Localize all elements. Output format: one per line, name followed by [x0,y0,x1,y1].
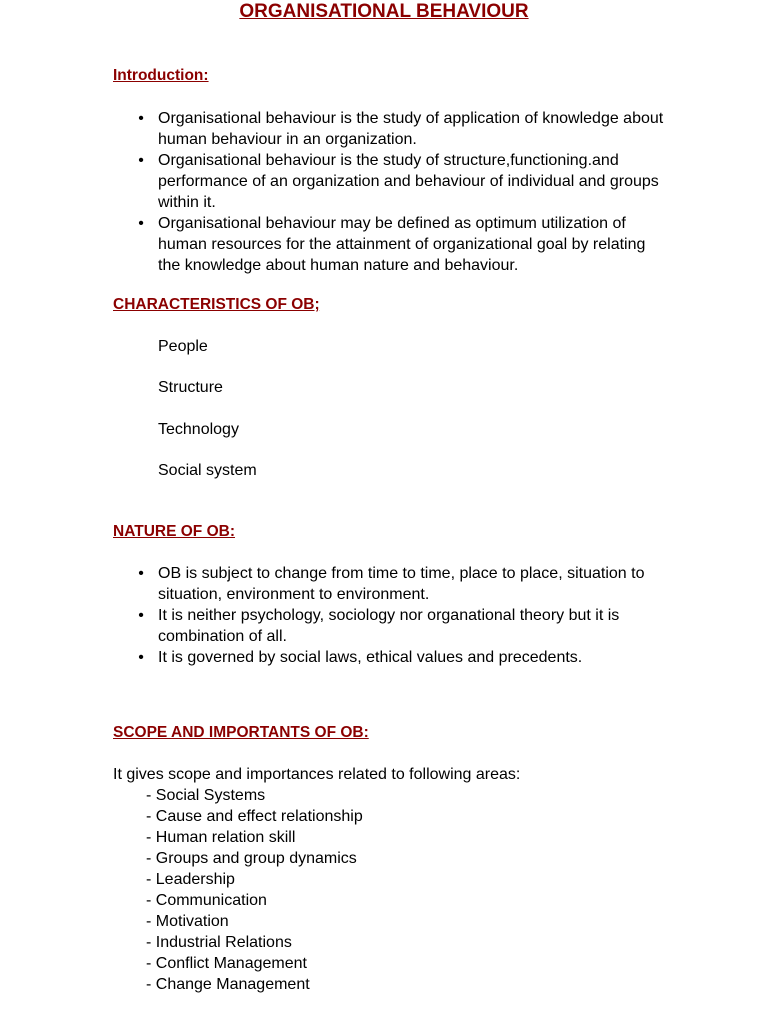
introduction-bullet [135,213,665,276]
nature-bullet [135,563,665,605]
characteristics-item: Technology [158,420,239,438]
bullet-icon: • [138,649,144,666]
scope-item: - Motivation [146,913,229,930]
nature-bullet-text: It is neither psychology, sociology nor organational theory but it is combination of all. [158,607,620,645]
scope-item: - Communication [146,892,267,909]
introduction-bullet-list [135,108,665,276]
characteristics-item: Structure [158,379,223,397]
scope-item: - Industrial Relations [146,934,292,951]
scope-item: - Conflict Management [146,955,307,972]
bullet-icon: • [138,110,144,127]
scope-item: - Leadership [146,871,235,888]
introduction-bullet-text: Organisational behaviour is the study of structure,functioning.and performance of an organization and behaviour of individual and groups within it. [158,152,659,211]
introduction-bullet-text: Organisational behaviour is the study of application of knowledge about human behaviour in an organization. [158,110,664,148]
bullet-icon: • [138,215,144,232]
scope-heading: SCOPE AND IMPORTANTS OF OB: [113,724,369,741]
characteristics-heading: CHARACTERISTICS OF OB; [113,296,320,313]
bullet-icon: • [138,565,144,582]
characteristics-item: People [158,338,208,355]
nature-bullet-text: It is governed by social laws, ethical values and precedents. [158,649,583,666]
nature-bullet [135,647,665,668]
scope-item: - Social Systems [146,787,266,804]
scope-list [146,785,363,995]
nature-heading: NATURE OF OB: [113,523,235,540]
scope-item: - Groups and group dynamics [146,850,357,867]
introduction-bullet-text: Organisational behaviour may be defined as optimum utilization of human resources for the attainment of organizational goal by relating the knowledge about human nature and behaviour. [158,215,646,274]
document-title: ORGANISATIONAL BEHAVIOUR [239,1,529,22]
scope-item: - Cause and effect relationship [146,808,363,825]
introduction-heading: Introduction: [113,67,209,84]
scope-intro: It gives scope and importances related to following areas: [113,766,521,783]
bullet-icon: • [138,607,144,624]
introduction-bullet [135,150,665,213]
characteristics-item: Social system [158,461,257,479]
scope-item: - Change Management [146,976,310,993]
nature-bullet [135,605,665,647]
introduction-bullet [135,108,665,150]
characteristics-list [158,336,257,501]
nature-bullet-text: OB is subject to change from time to time, place to place, situation to situation, environment to environment. [158,565,645,603]
bullet-icon: • [138,152,144,169]
scope-item: - Human relation skill [146,829,296,846]
nature-bullet-list [135,563,665,668]
